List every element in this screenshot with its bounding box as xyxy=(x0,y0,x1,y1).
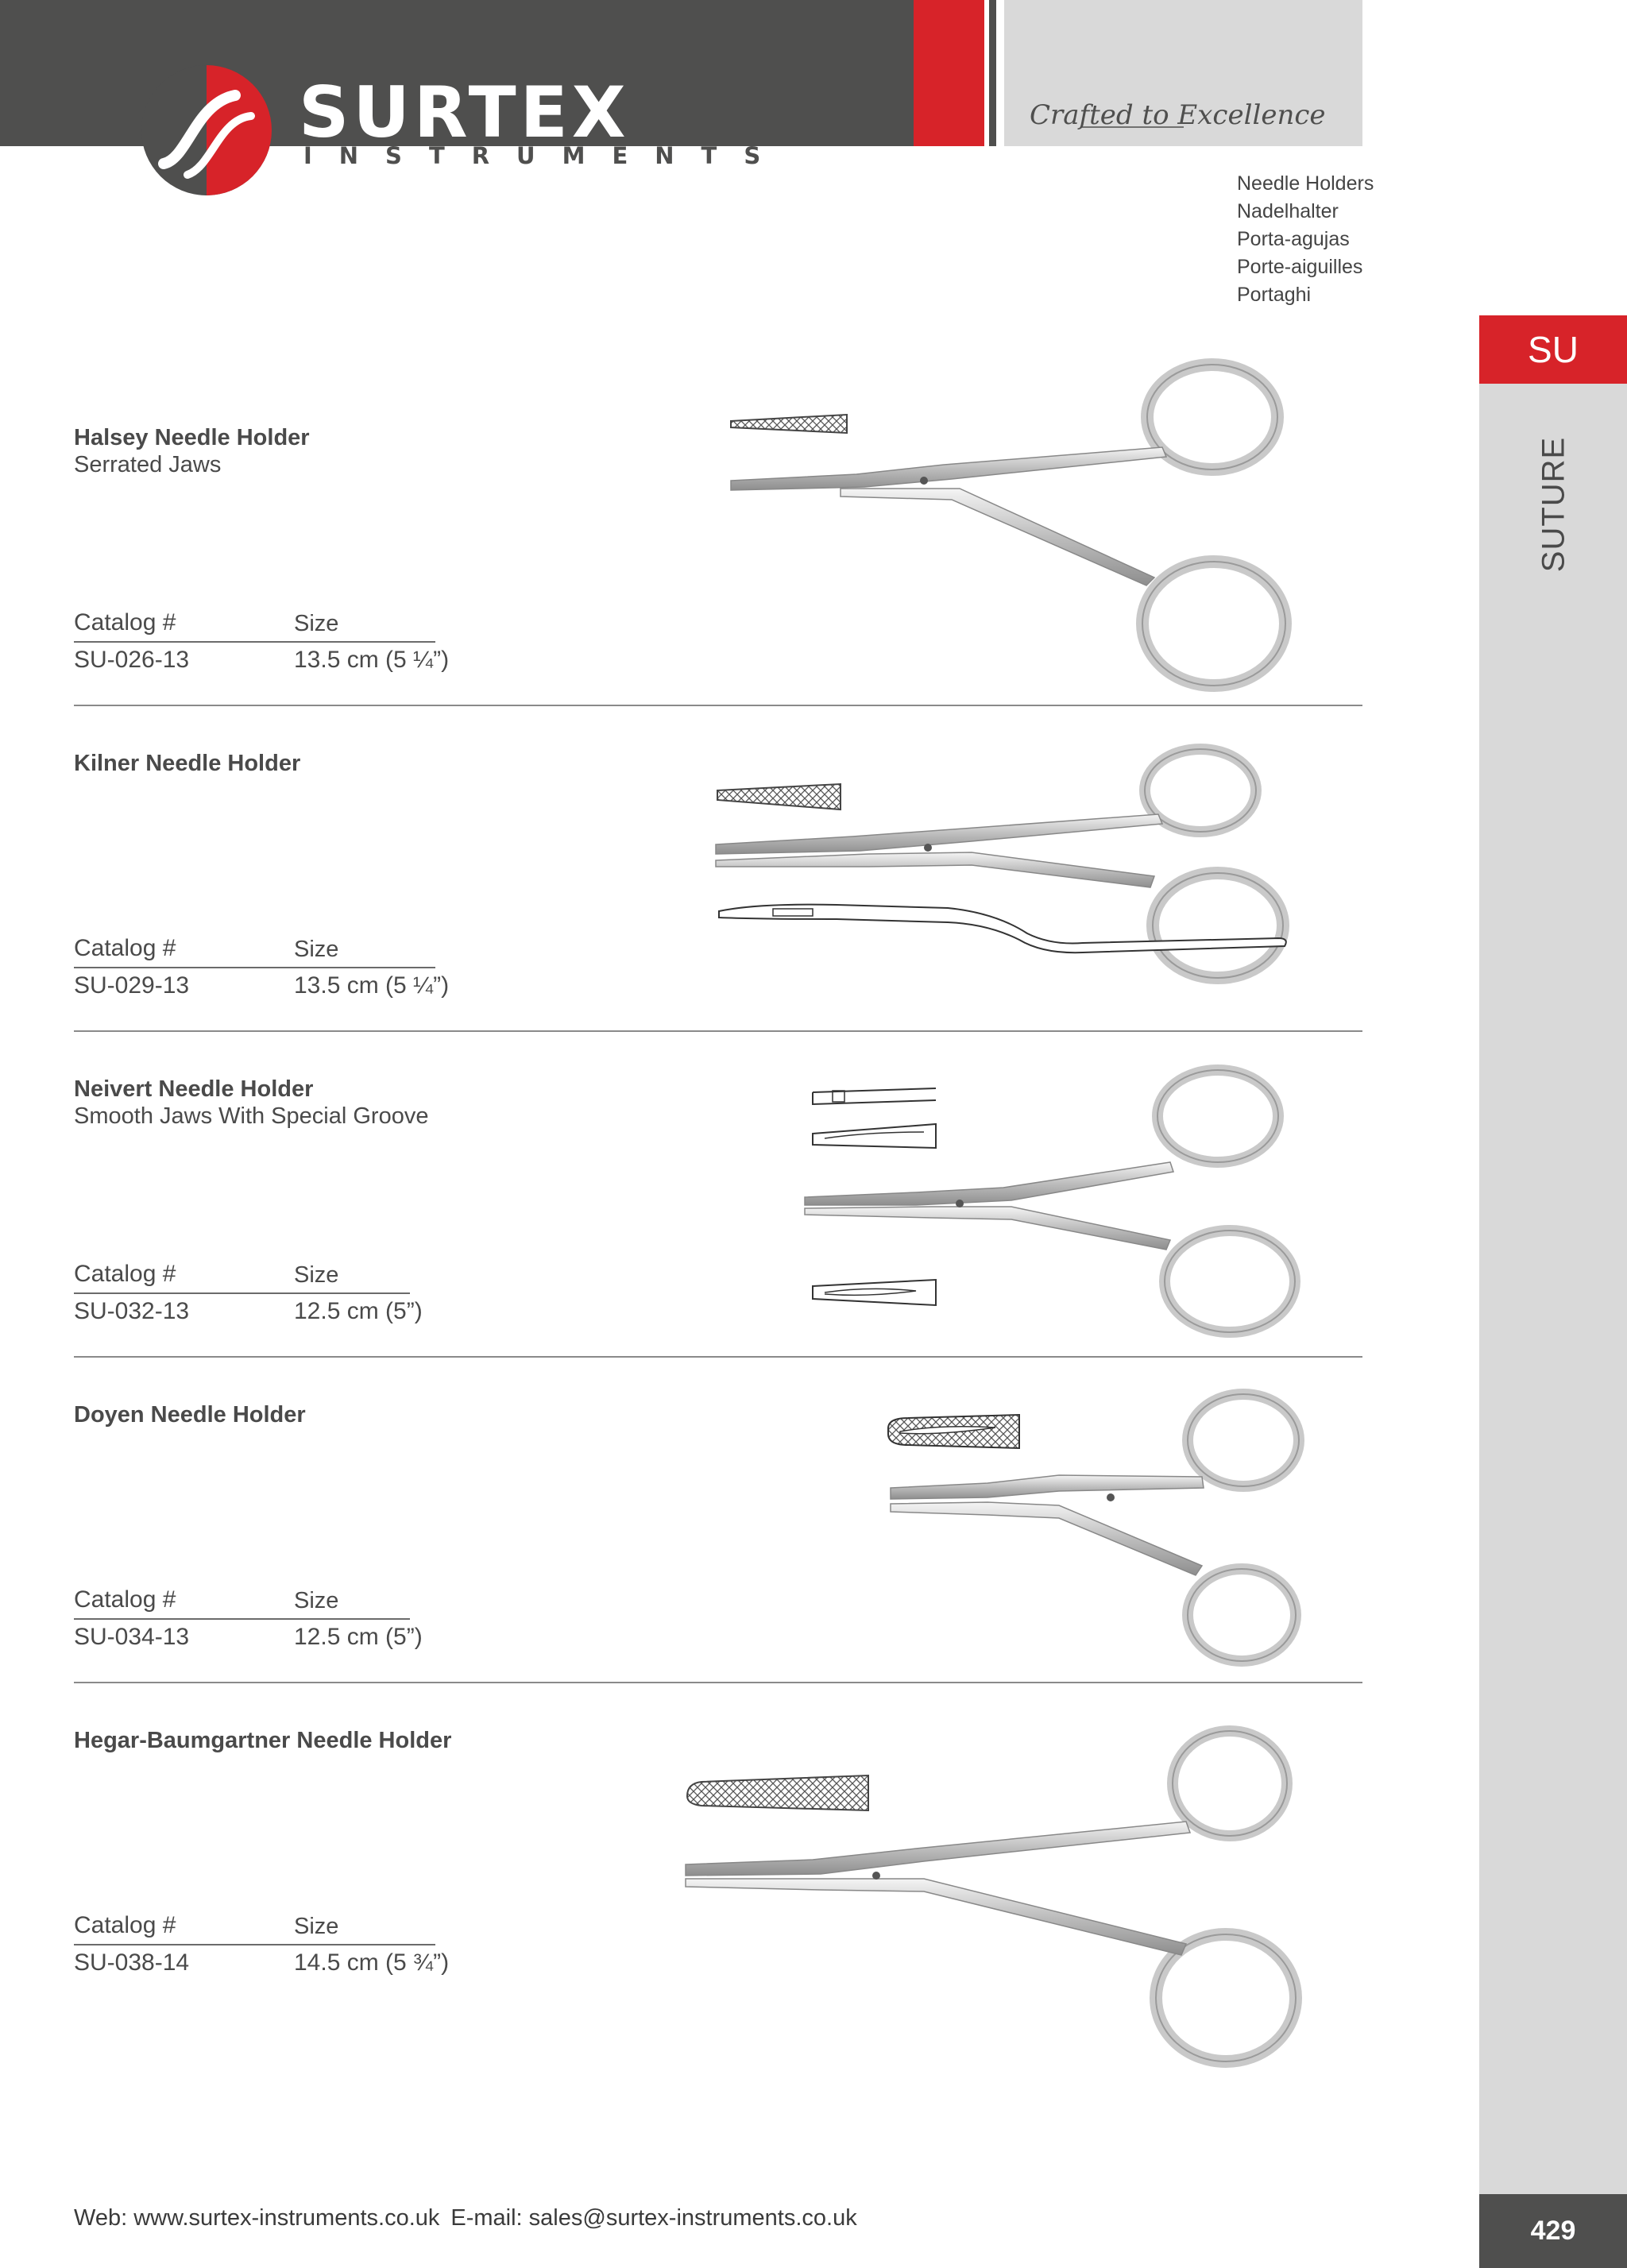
brand-subtitle: INSTRUMENTS xyxy=(303,142,788,169)
catalog-header: Catalog # xyxy=(74,1586,176,1613)
needle-holder-image xyxy=(876,1378,1305,1680)
table-rule xyxy=(74,1618,410,1620)
catalog-number: SU-034-13 xyxy=(74,1624,190,1650)
size-header: Size xyxy=(294,1588,339,1613)
catalog-header: Catalog # xyxy=(74,1261,176,1287)
size-value: 12.5 cm (5”) xyxy=(294,1298,423,1324)
brand-name: SURTEX xyxy=(299,71,630,153)
product-title: Halsey Needle Holder xyxy=(74,425,310,450)
needle-holder-image xyxy=(797,1045,1305,1347)
size-value: 13.5 cm (5 ¼”) xyxy=(294,647,450,673)
category-names xyxy=(1237,170,1374,309)
category-name: Nadelhalter xyxy=(1237,200,1339,222)
table-rule xyxy=(74,967,435,968)
section-label: SUTURE xyxy=(1536,436,1571,573)
product-hegar-baumgartner xyxy=(74,1728,1362,2054)
header-red-bar xyxy=(914,0,984,146)
size-header: Size xyxy=(294,611,339,636)
section-divider xyxy=(74,1682,1362,1683)
size-header: Size xyxy=(294,937,339,962)
product-title: Hegar-Baumgartner Needle Holder xyxy=(74,1728,452,1753)
footer-web-link[interactable]: Web: www.surtex-instruments.co.uk xyxy=(74,2205,440,2231)
product-kilner xyxy=(74,751,1362,1076)
tagline xyxy=(1025,86,1343,141)
category-name: Porta-agujas xyxy=(1237,228,1350,250)
needle-holder-image xyxy=(721,354,1301,695)
header-stripe xyxy=(996,0,1004,146)
product-subtitle: Smooth Jaws With Special Groove xyxy=(74,1103,429,1129)
size-header: Size xyxy=(294,1914,339,1939)
catalog-header: Catalog # xyxy=(74,1912,176,1938)
product-title: Kilner Needle Holder xyxy=(74,751,301,776)
svg-text:Crafted to Excellence: Crafted to Excellence xyxy=(1030,99,1326,131)
category-name: Porte-aiguilles xyxy=(1237,256,1363,278)
product-title: Doyen Needle Holder xyxy=(74,1402,306,1428)
surtex-logo-icon xyxy=(140,64,273,197)
section-divider xyxy=(74,1356,1362,1358)
category-name: Portaghi xyxy=(1237,284,1312,306)
product-halsey xyxy=(74,425,1362,751)
size-value: 12.5 cm (5”) xyxy=(294,1624,423,1650)
catalog-number: SU-026-13 xyxy=(74,647,190,673)
table-rule xyxy=(74,1944,435,1945)
catalog-header: Catalog # xyxy=(74,935,176,961)
catalog-number: SU-029-13 xyxy=(74,972,190,999)
size-value: 14.5 cm (5 ¾”) xyxy=(294,1949,450,1976)
size-value: 13.5 cm (5 ¼”) xyxy=(294,972,450,999)
footer-email-link[interactable]: E-mail: sales@surtex-instruments.co.uk xyxy=(450,2205,857,2231)
table-rule xyxy=(74,641,435,643)
footer xyxy=(74,2205,868,2231)
category-name: Needle Holders xyxy=(1237,172,1374,195)
catalog-header: Catalog # xyxy=(74,609,176,636)
product-title: Neivert Needle Holder xyxy=(74,1076,314,1102)
section-divider xyxy=(74,705,1362,706)
section-tab[interactable]: SU xyxy=(1479,315,1627,384)
size-header: Size xyxy=(294,1262,339,1288)
product-doyen xyxy=(74,1402,1362,1728)
product-subtitle: Serrated Jaws xyxy=(74,452,222,477)
product-neivert xyxy=(74,1076,1362,1402)
table-rule xyxy=(74,1292,410,1294)
section-divider xyxy=(74,1030,1362,1032)
side-panel xyxy=(1479,315,1627,2268)
needle-holder-image xyxy=(678,1720,1305,2069)
header-stripe xyxy=(989,0,996,146)
page-number: 429 xyxy=(1479,2194,1627,2268)
catalog-number: SU-032-13 xyxy=(74,1298,190,1324)
needle-holder-image xyxy=(709,735,1297,1021)
catalog-number: SU-038-14 xyxy=(74,1949,190,1976)
